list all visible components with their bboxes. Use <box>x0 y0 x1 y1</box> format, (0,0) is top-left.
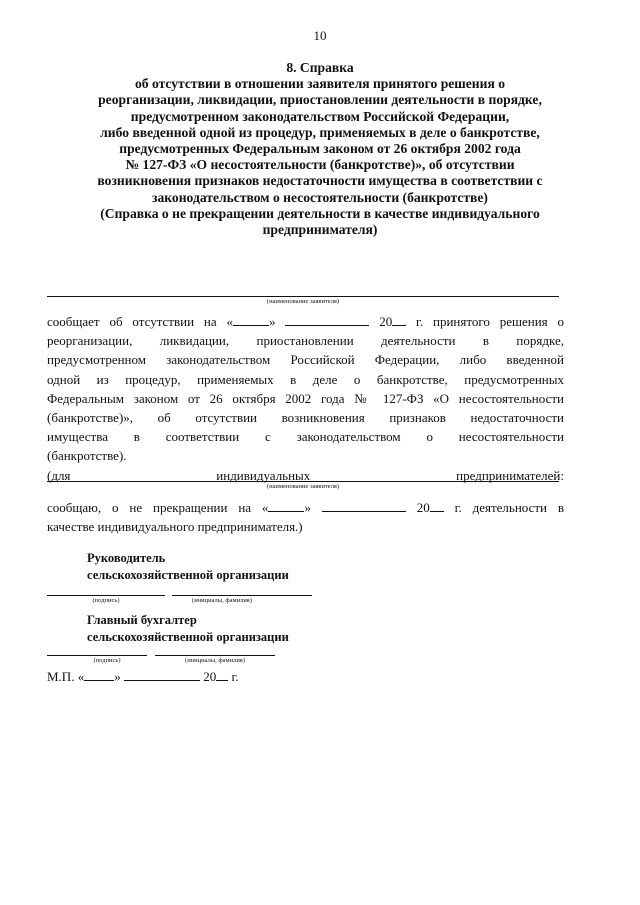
paragraph-absence-statement <box>47 312 564 485</box>
title-line: предпринимателя) <box>262 222 378 238</box>
paragraph-line: (банкротстве)», об отсутствии возникновения признаков недостаточности <box>47 410 564 426</box>
head-signature-caption: (подпись) <box>92 597 120 604</box>
signature-accountant-title: Главный бухгалтер сельскохозяйственной организации <box>87 613 289 644</box>
applicant-name-caption: (наименование заявителя) <box>266 298 340 305</box>
accountant-name-line <box>155 655 275 656</box>
year-blank <box>430 499 444 512</box>
year-blank <box>392 313 406 326</box>
paragraph-line: Федеральным законом от 26 октября 2002 года № 127-ФЗ «О несостоятельности <box>47 390 564 406</box>
month-blank <box>285 313 369 326</box>
title-line: предусмотренных Федеральным законом от 26 октября 2002 года <box>119 141 521 157</box>
head-name-caption: (инициалы, фамилия) <box>192 597 252 604</box>
stamp-date-line: М.П. « » 20 г. <box>47 669 239 684</box>
head-name-line <box>172 595 312 596</box>
title-line: об отсутствии в отношении заявителя принятого решения о <box>134 76 506 92</box>
page-number: 10 <box>313 28 327 43</box>
day-blank <box>233 313 269 326</box>
title-line: реорганизации, ликвидации, приостановлении деятельности в порядке, <box>98 92 542 108</box>
accountant-signature-line <box>47 655 147 656</box>
title-line: либо введенной одной из процедур, применяемых в деле о банкротстве, <box>100 124 540 140</box>
paragraph-line: качестве индивидуального предпринимателя.) <box>47 519 303 535</box>
signature-head-title: Руководитель сельскохозяйственной организации <box>87 551 289 582</box>
title-line: (Справка о не прекращении деятельности в качестве индивидуального <box>100 205 540 221</box>
applicant-name-line <box>47 296 559 297</box>
day-blank <box>84 668 114 681</box>
individual-entrepreneur-line: (для индивидуальных предпринимателей: <box>47 467 565 483</box>
applicant-name-line-2 <box>47 481 559 482</box>
paragraph-line: (банкротстве). <box>47 448 127 464</box>
month-blank <box>322 499 406 512</box>
paragraph-first-line: сообщает об отсутствии на « » 20 г. принятого решения о <box>47 314 565 329</box>
paragraph-line: предусмотренном законодательством Российской Федерации, либо введенной <box>47 352 564 368</box>
title-line: предусмотренном законодательством Российской Федерации, <box>130 108 510 124</box>
title-line: законодательством о несостоятельности (банкротстве) <box>152 189 488 205</box>
head-signature-line <box>47 595 165 596</box>
paragraph-line: одной из процедур, применяемых в деле о банкротстве, предусмотренных <box>47 371 564 387</box>
applicant-name-caption-2: (наименование заявителя) <box>266 483 340 490</box>
title-line: возникновения признаков недостаточности имущества в соответствии с <box>97 173 543 189</box>
day-blank <box>268 499 304 512</box>
paragraph-line: реорганизации, ликвидации, приостановлении деятельности в порядке, <box>47 333 564 349</box>
year-blank <box>216 668 228 681</box>
month-blank <box>124 668 200 681</box>
title-line: № 127-ФЗ «О несостоятельности (банкротстве)», об отсутствии <box>125 157 515 173</box>
paragraph-line: имущества в соответствии с законодательством о несостоятельности <box>47 429 564 445</box>
title-heading: 8. Справка <box>286 60 354 75</box>
document-title <box>40 60 600 238</box>
accountant-name-caption: (инициалы, фамилия) <box>185 657 245 664</box>
accountant-signature-caption: (подпись) <box>93 657 121 664</box>
paragraph-not-terminated <box>47 498 564 536</box>
paragraph-first-line: сообщаю, о не прекращении на « » 20 г. деятельности в <box>47 500 565 515</box>
